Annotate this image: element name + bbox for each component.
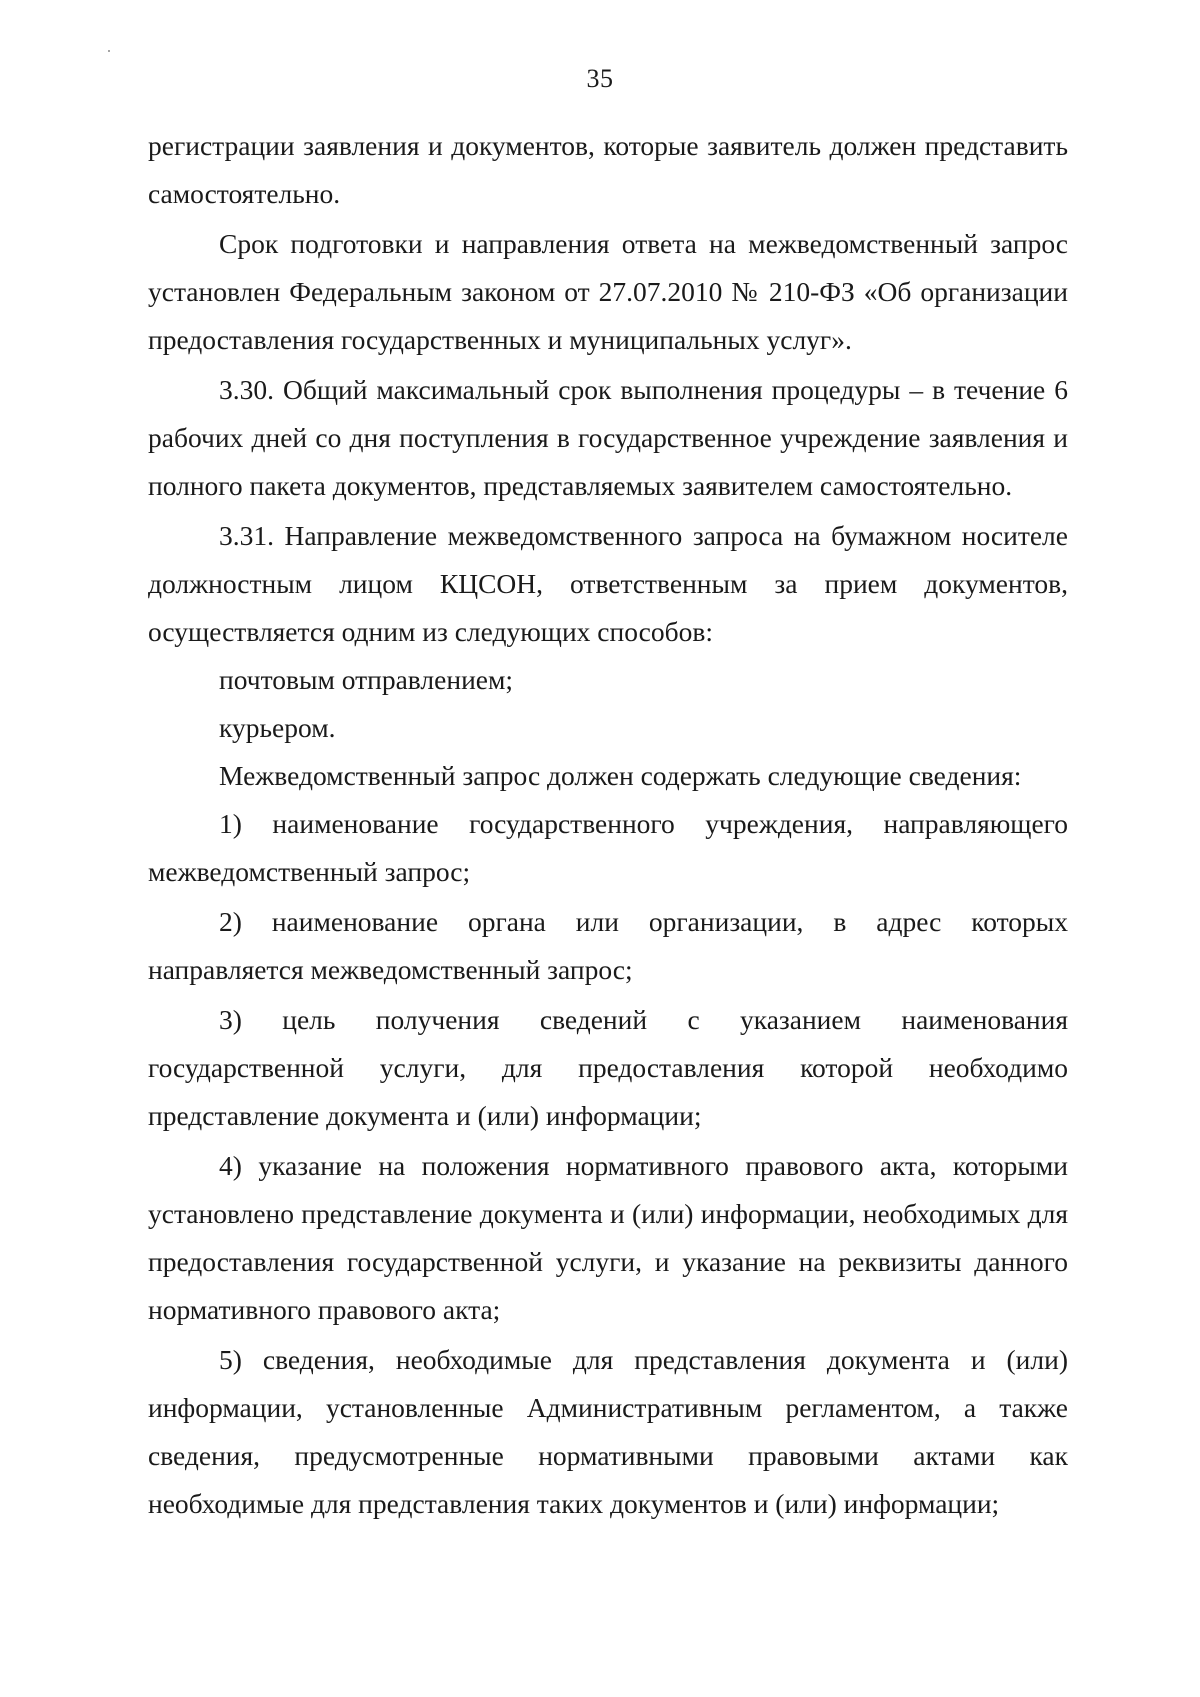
paragraph-3-31: 3.31. Направление межведомственного запроса на бумажном носителе должностным лицом КЦСОН, ответственным за прием документов, осуществляется одним из следующих способов: [148,520,1068,647]
list-item-1: 1) наименование государственного учреждения, направляющего межведомственный запрос; [148,808,1068,887]
list-item-4: 4) указание на положения нормативного правового акта, которыми установлено представление документа и (или) информации, необходимых для предоставления государственной услуги, и указание на реквизиты данного нормативного правового акта; [148,1150,1068,1325]
list-item-5: 5) сведения, необходимые для представления документа и (или) информации, установленные Административным регламентом, а также сведения, предусмотренные нормативными правовыми актами как необходимые для представления таких документов и (или) информации; [148,1344,1068,1519]
paragraph-continuation: регистрации заявления и документов, которые заявитель должен представить самостоятельно. [148,130,1068,209]
body-text [148,122,1068,1528]
paragraph-courier-method: курьером. [219,712,336,743]
list-item-2: 2) наименование органа или организации, в адрес которых направляется межведомственный запрос; [148,906,1068,985]
paragraph-request-content-intro: Межведомственный запрос должен содержать следующие сведения: [219,760,1022,791]
list-item-3: 3) цель получения сведений с указанием наименования государственной услуги, для предоставления которой необходимо представление документа и (или) информации; [148,1004,1068,1131]
paragraph-3-30: 3.30. Общий максимальный срок выполнения процедуры – в течение 6 рабочих дней со дня поступления в государственное учреждение заявления и полного пакета документов, представляемых заявителем самостоятельно. [148,374,1068,501]
paragraph-postal-method: почтовым отправлением; [219,664,514,695]
page-number: 35 [586,64,614,93]
scan-speck [108,50,110,52]
paragraph-response-term: Срок подготовки и направления ответа на межведомственный запрос установлен Федеральным законом от 27.07.2010 № 210-ФЗ «Об организации предоставления государственных и муниципальных услуг». [148,228,1068,355]
